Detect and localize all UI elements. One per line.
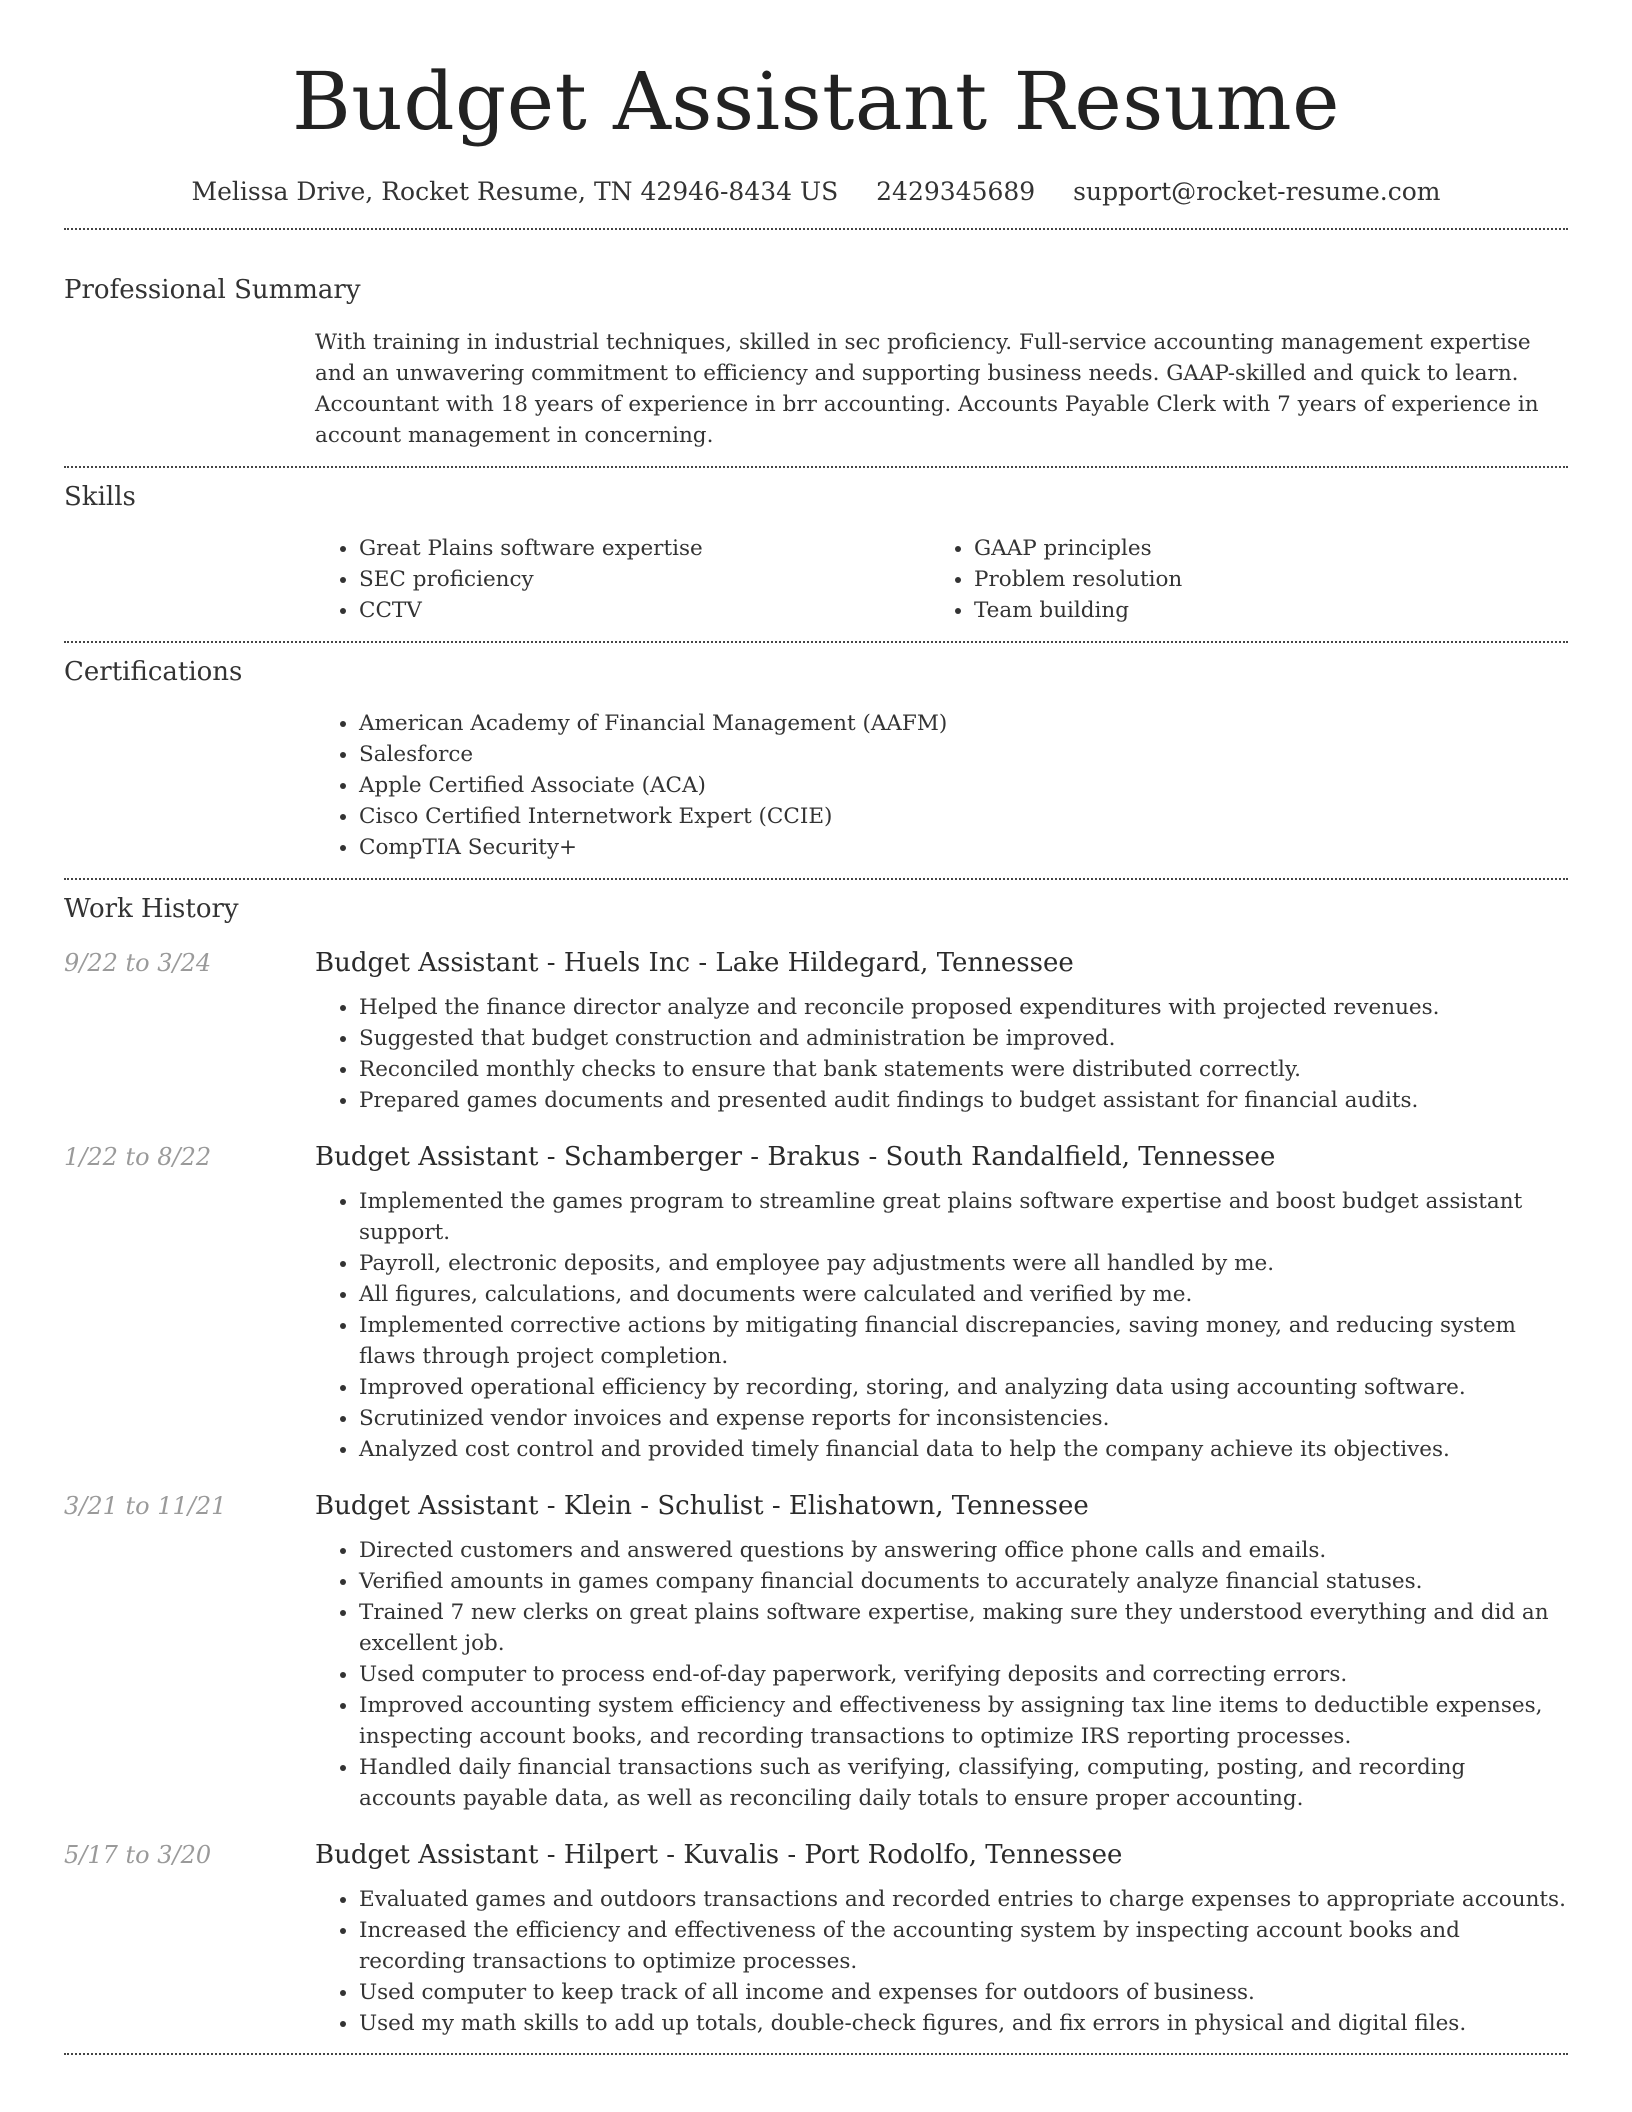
summary-divider <box>64 466 1568 468</box>
job-body <box>315 1884 1568 2039</box>
skills-list-right <box>930 533 1545 626</box>
certifications-list <box>315 708 1568 863</box>
job-header <box>64 1491 1568 1521</box>
job-dates: 5/17 to 3/20 <box>64 1841 212 1869</box>
job-body <box>315 1535 1568 1814</box>
job-bullet: • Improved operational efficiency by recording, storing, and analyzing data using accounting software. <box>359 1372 1568 1403</box>
certification-item: • Salesforce <box>359 739 1568 770</box>
certifications-divider <box>64 878 1568 880</box>
skills-heading: Skills <box>64 482 136 512</box>
job-bullet: • Implemented the games program to streamline great plains software expertise and boost budget assistant support. <box>359 1186 1568 1248</box>
job-bullet: • Trained 7 new clerks on great plains software expertise, making sure they understood everything and did an excellent job. <box>359 1597 1568 1659</box>
certification-item: • Cisco Certified Internetwork Expert (CCIE) <box>359 801 1568 832</box>
contact-phone: 2429345689 <box>876 177 1036 206</box>
certification-item: • American Academy of Financial Management (AAFM) <box>359 708 1568 739</box>
job-title: Budget Assistant - Klein - Schulist - Elishatown, Tennessee <box>315 1491 1089 1521</box>
job-bullets <box>315 1884 1568 2039</box>
job-bullets <box>315 992 1568 1116</box>
job-bullet: • Increased the efficiency and effectiveness of the accounting system by inspecting account books and recording transactions to optimize processes. <box>359 1915 1568 1977</box>
job-dates: 9/22 to 3/24 <box>64 949 212 977</box>
skills-list-left <box>315 533 930 626</box>
job-dates: 1/22 to 8/22 <box>64 1143 212 1171</box>
job-title: Budget Assistant - Huels Inc - Lake Hildegard, Tennessee <box>315 948 1074 978</box>
work-history-heading: Work History <box>64 894 239 924</box>
contact-address: Melissa Drive, Rocket Resume, TN 42946-8434 US <box>191 177 839 206</box>
job-bullet: • Directed customers and answered questions by answering office phone calls and emails. <box>359 1535 1568 1566</box>
skills-grid <box>315 533 1568 626</box>
skills-section <box>64 480 1568 626</box>
job-bullet: • Implemented corrective actions by mitigating financial discrepancies, saving money, and reducing system flaws through project completion. <box>359 1310 1568 1372</box>
job-entry <box>64 1840 1568 2039</box>
skill-item: • Team building <box>974 595 1545 626</box>
job-bullets <box>315 1186 1568 1465</box>
job-bullet: • Improved accounting system efficiency and effectiveness by assigning tax line items to deductible expenses, inspecting account books, and recording transactions to optimize IRS reporting processes. <box>359 1690 1568 1752</box>
job-entry <box>64 1491 1568 1814</box>
summary-section <box>64 273 1568 451</box>
contact-line <box>64 174 1568 210</box>
skills-divider <box>64 641 1568 643</box>
job-body <box>315 992 1568 1116</box>
page-title: Budget Assistant Resume <box>292 55 1340 148</box>
job-bullet: • Verified amounts in games company financial documents to accurately analyze financial statuses. <box>359 1566 1568 1597</box>
job-bullet: • All figures, calculations, and documents were calculated and verified by me. <box>359 1279 1568 1310</box>
job-entry <box>64 948 1568 1116</box>
job-bullet: • Used computer to process end-of-day paperwork, verifying deposits and correcting errors. <box>359 1659 1568 1690</box>
job-dates: 3/21 to 11/21 <box>64 1492 227 1520</box>
job-bullet: • Prepared games documents and presented audit findings to budget assistant for financial audits. <box>359 1085 1568 1116</box>
skills-body <box>315 533 1568 626</box>
job-header <box>64 1840 1568 1870</box>
skill-item: • Problem resolution <box>974 564 1545 595</box>
skill-item: • GAAP principles <box>974 533 1545 564</box>
job-title: Budget Assistant - Hilpert - Kuvalis - Port Rodolfo, Tennessee <box>315 1840 1123 1870</box>
skill-item: • SEC proficiency <box>359 564 930 595</box>
job-bullet: • Scrutinized vendor invoices and expense reports for inconsistencies. <box>359 1403 1568 1434</box>
job-header <box>64 948 1568 978</box>
job-body <box>315 1186 1568 1465</box>
job-header <box>64 1142 1568 1172</box>
certification-item: • Apple Certified Associate (ACA) <box>359 770 1568 801</box>
summary-body <box>315 327 1568 451</box>
job-bullet: • Payroll, electronic deposits, and employee pay adjustments were all handled by me. <box>359 1248 1568 1279</box>
certifications-section <box>64 655 1568 863</box>
skill-item: • Great Plains software expertise <box>359 533 930 564</box>
job-bullet: • Suggested that budget construction and administration be improved. <box>359 1023 1568 1054</box>
work-history-divider <box>64 2053 1568 2055</box>
job-bullet: • Helped the finance director analyze and reconcile proposed expenditures with projected revenues. <box>359 992 1568 1023</box>
certification-item: • CompTIA Security+ <box>359 832 1568 863</box>
job-bullet: • Used my math skills to add up totals, double-check figures, and fix errors in physical and digital files. <box>359 2008 1568 2039</box>
job-bullet: • Evaluated games and outdoors transactions and recorded entries to charge expenses to appropriate accounts. <box>359 1884 1568 1915</box>
job-bullet: • Handled daily financial transactions such as verifying, classifying, computing, posting, and recording accounts payable data, as well as reconciling daily totals to ensure proper accounting. <box>359 1752 1568 1814</box>
job-bullet: • Analyzed cost control and provided timely financial data to help the company achieve its objectives. <box>359 1434 1568 1465</box>
certifications-heading: Certifications <box>64 657 243 687</box>
contact-email: support@rocket-resume.com <box>1073 177 1441 206</box>
job-title: Budget Assistant - Schamberger - Brakus - South Randalfield, Tennessee <box>315 1142 1276 1172</box>
job-bullets <box>315 1535 1568 1814</box>
job-bullet: • Used computer to keep track of all income and expenses for outdoors of business. <box>359 1977 1568 2008</box>
header-divider <box>64 228 1568 230</box>
summary-heading: Professional Summary <box>64 275 361 305</box>
summary-text: With training in industrial techniques, skilled in sec proficiency. Full-service accounting management expertise and an unwavering commitment to efficiency and supporting business needs. GAAP-skilled and quick to learn. Accountant with 18 years of experience in brr accounting. Accounts Payable Clerk with 7 years of experience in account management in concerning. <box>315 330 1539 448</box>
job-entry <box>64 1142 1568 1465</box>
skill-item: • CCTV <box>359 595 930 626</box>
certifications-body <box>315 708 1568 863</box>
job-bullet: • Reconciled monthly checks to ensure that bank statements were distributed correctly. <box>359 1054 1568 1085</box>
work-history-section <box>64 892 1568 2039</box>
